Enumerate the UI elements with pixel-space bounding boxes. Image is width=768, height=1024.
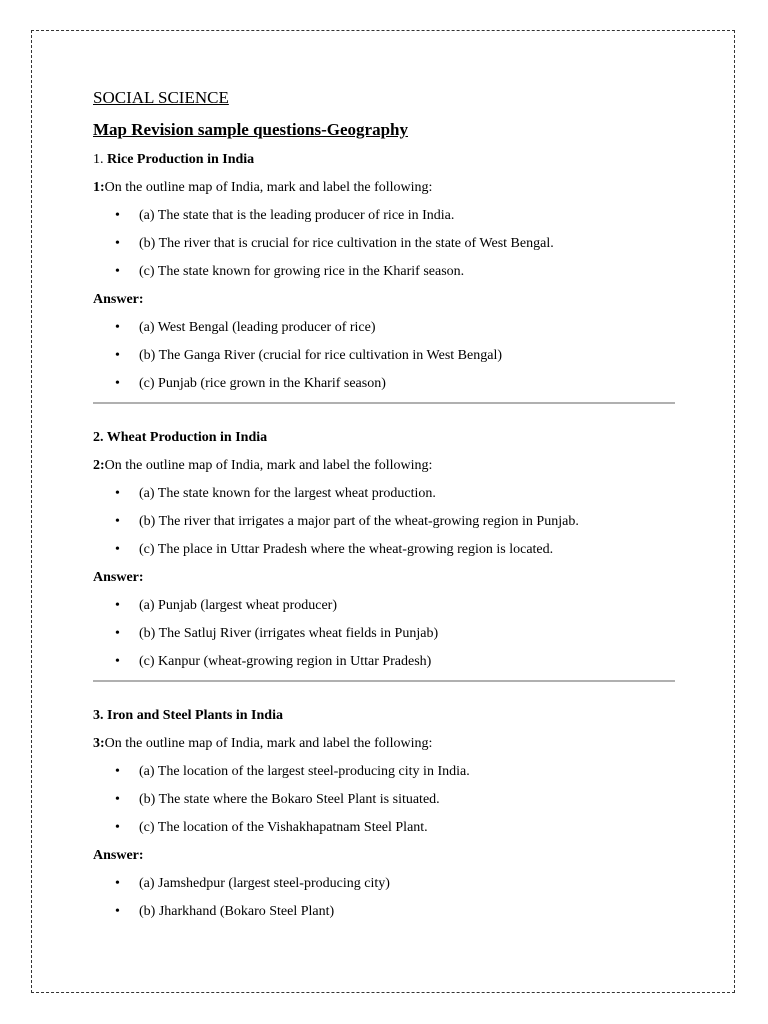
- answer-label: Answer:: [93, 570, 144, 585]
- list-item: • (c) Punjab (rice grown in the Kharif season): [93, 374, 675, 394]
- bullet-icon: •: [115, 348, 120, 363]
- bullet-icon: •: [115, 236, 120, 251]
- list-item: • (a) West Bengal (leading producer of rice): [93, 318, 675, 338]
- bullet-icon: •: [115, 764, 120, 779]
- bullet-icon: •: [115, 904, 120, 919]
- document-subtitle: Map Revision sample questions-Geography: [93, 120, 408, 139]
- question-list: [93, 484, 675, 560]
- section-rice-production: [93, 150, 675, 404]
- document-body: [93, 86, 675, 922]
- question-text: 2:On the outline map of India, mark and label the following:: [93, 458, 433, 473]
- section-divider: [93, 402, 675, 404]
- list-item: • (c) Kanpur (wheat-growing region in Uttar Pradesh): [93, 652, 675, 672]
- bullet-icon: •: [115, 654, 120, 669]
- list-item: • (b) The river that irrigates a major part of the wheat-growing region in Punjab.: [93, 512, 675, 532]
- bullet-icon: •: [115, 514, 120, 529]
- answer-list: [93, 318, 675, 394]
- list-item: • (a) Jamshedpur (largest steel-producing city): [93, 874, 675, 894]
- bullet-icon: •: [115, 626, 120, 641]
- list-item: • (b) Jharkhand (Bokaro Steel Plant): [93, 902, 675, 922]
- list-item: • (a) The state known for the largest wheat production.: [93, 484, 675, 504]
- bullet-icon: •: [115, 208, 120, 223]
- section-heading: 1. Rice Production in India: [93, 152, 255, 167]
- list-item: • (c) The location of the Vishakhapatnam Steel Plant.: [93, 818, 675, 838]
- bullet-icon: •: [115, 542, 120, 557]
- question-list: [93, 762, 675, 838]
- list-item: • (b) The state where the Bokaro Steel Plant is situated.: [93, 790, 675, 810]
- section-wheat-production: [93, 428, 675, 682]
- list-item: • (c) The state known for growing rice in the Kharif season.: [93, 262, 675, 282]
- bullet-icon: •: [115, 264, 120, 279]
- list-item: • (a) The location of the largest steel-producing city in India.: [93, 762, 675, 782]
- list-item: • (c) The place in Uttar Pradesh where the wheat-growing region is located.: [93, 540, 675, 560]
- section-heading: 3. Iron and Steel Plants in India: [93, 708, 283, 723]
- bullet-icon: •: [115, 598, 120, 613]
- answer-list: [93, 874, 675, 922]
- bullet-icon: •: [115, 320, 120, 335]
- document-title: SOCIAL SCIENCE: [93, 88, 229, 107]
- bullet-icon: •: [115, 876, 120, 891]
- bullet-icon: •: [115, 792, 120, 807]
- section-divider: [93, 680, 675, 682]
- answer-label: Answer:: [93, 292, 144, 307]
- bullet-icon: •: [115, 486, 120, 501]
- question-text: 1:On the outline map of India, mark and label the following:: [93, 180, 433, 195]
- section-iron-steel-plants: [93, 706, 675, 922]
- list-item: • (b) The Satluj River (irrigates wheat fields in Punjab): [93, 624, 675, 644]
- list-item: • (b) The river that is crucial for rice cultivation in the state of West Bengal.: [93, 234, 675, 254]
- list-item: • (a) The state that is the leading producer of rice in India.: [93, 206, 675, 226]
- section-heading: 2. Wheat Production in India: [93, 430, 268, 445]
- list-item: • (b) The Ganga River (crucial for rice cultivation in West Bengal): [93, 346, 675, 366]
- answer-label: Answer:: [93, 848, 144, 863]
- bullet-icon: •: [115, 376, 120, 391]
- list-item: • (a) Punjab (largest wheat producer): [93, 596, 675, 616]
- answer-list: [93, 596, 675, 672]
- question-list: [93, 206, 675, 282]
- question-text: 3:On the outline map of India, mark and label the following:: [93, 736, 433, 751]
- bullet-icon: •: [115, 820, 120, 835]
